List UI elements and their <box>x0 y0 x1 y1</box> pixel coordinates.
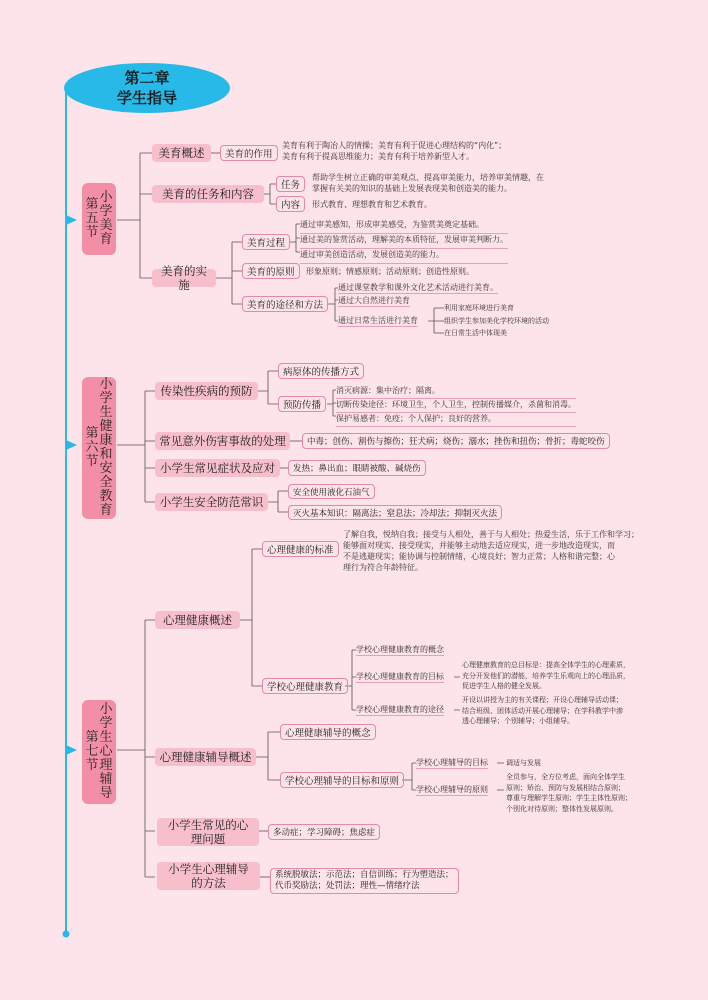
section-5-label[interactable] <box>82 183 116 255</box>
text-line: 系统脱敏法；示范法；自信训练；行为塑造法； <box>275 870 454 880</box>
section-6-title: 小学生健康和安全教育 <box>99 377 113 518</box>
xx-mubiao: 学校心理辅导的目标 <box>416 758 488 767</box>
biaozhun-text <box>343 529 639 573</box>
node-meiyu-yuanze[interactable]: 美育的原则 <box>242 263 300 279</box>
node-shanghai[interactable]: 常见意外伤害事故的处理 <box>155 432 290 450</box>
xinli-mubiao: 学校心理健康教育的目标 <box>356 672 444 681</box>
text-line: 尊重与理解学生原则；学生主体性原则； <box>506 794 632 802</box>
section-arrow-5 <box>66 215 77 225</box>
tujing-item: 通过日常生活进行美育 <box>338 316 418 325</box>
node-yufang[interactable]: 预防传播 <box>278 396 326 412</box>
xinli-tujing: 学校心理健康教育的途径 <box>356 705 444 714</box>
yufang-item: 保护易感者：免疫；个人保护；良好的营养。 <box>336 413 576 427</box>
guocheng-item: 通过美的鉴赏活动，理解美的本质特征，发展审美判断力。 <box>300 234 508 249</box>
text-line: 美育有利于提高思维能力；美育有利于培养新型人才。 <box>282 152 474 161</box>
anquan-item-1[interactable]: 安全使用液化石油气 <box>288 484 375 499</box>
text-line: 理行为符合年龄特征。 <box>343 563 423 572</box>
node-fudao-gainian[interactable]: 心理健康辅导的概念 <box>280 724 376 740</box>
node-bingyuan[interactable]: 病原体的传播方式 <box>278 363 364 379</box>
node-fudao-mubiao[interactable]: 学校心理辅导的目标和原则 <box>280 772 404 788</box>
section-5-title: 小学美育 <box>99 190 113 247</box>
node-fudao-gaishu[interactable]: 心理健康辅导概述 <box>155 748 256 766</box>
section-arrow-6 <box>66 440 77 450</box>
zhengzhuang-text[interactable]: 发热；鼻出血；眼睛被酸、碱烧伤 <box>288 460 426 476</box>
guocheng-item: 通过审美创造活动，发展创造美的能力。 <box>300 249 508 264</box>
yufang-item: 消灭病源：集中治疗；隔离。 <box>336 385 576 399</box>
fangfa-text[interactable] <box>270 868 459 894</box>
text-line: 代币奖励法；处罚法；理性—情绪疗法 <box>275 881 420 891</box>
section-6-number: 第六节 <box>85 426 99 469</box>
xx-yuanze-text <box>506 772 632 814</box>
guocheng-item: 通过审美感知，形成审美感受，为鉴赏美奠定基础。 <box>300 219 508 234</box>
text-line: 美育有利于陶冶人的情操；美育有利于促进心理结构的“内化”； <box>282 141 507 150</box>
text-line: 不是逃避现实；能协调与控制情绪，心境良好；智力正常；人格和谐完整；心 <box>343 552 615 561</box>
node-xinli-biaozhun[interactable]: 心理健康的标准 <box>262 541 339 557</box>
text-line: 掌握有关美的知识的基础上发展表现美和创造美的能力。 <box>312 184 512 193</box>
node-meiyu-guocheng[interactable]: 美育过程 <box>242 234 290 250</box>
section-arrow-7 <box>66 745 77 755</box>
richang-item: 利用家庭环境进行美育 <box>444 304 514 312</box>
section-7-title: 小学生心理辅导 <box>99 702 113 801</box>
mubiao-text <box>462 660 630 692</box>
section-7-number: 第七节 <box>85 730 99 773</box>
node-xinli-gaishu[interactable]: 心理健康概述 <box>155 611 240 629</box>
text-line: 结合班级、团体活动开展心理辅导；在学科教学中渗 <box>462 706 623 715</box>
shanghai-text[interactable]: 中毒；创伤、割伤与擦伤；狂犬病；烧伤；溺水；挫伤和扭伤；骨折；毒蛇咬伤 <box>302 433 610 449</box>
meiyu-zuoyong-text <box>282 140 506 162</box>
node-zhengzhuang[interactable]: 小学生常见症状及应对 <box>155 459 280 477</box>
node-neirong[interactable]: 内容 <box>276 196 305 212</box>
yufang-item: 切断传染途径：环境卫生，个人卫生，控制传播媒介，杀菌和消毒。 <box>336 399 576 413</box>
anquan-item-2[interactable]: 灭火基本知识：隔离法；窒息法；冷却法；抑制灭火法 <box>288 505 502 520</box>
xinli-gainian: 学校心理健康教育的概念 <box>356 645 444 654</box>
chapter-number: 第二章 <box>124 69 170 87</box>
node-meiyu-renwu[interactable]: 美育的任务和内容 <box>152 185 264 203</box>
tujing-text <box>462 695 623 727</box>
node-meiyu-zuoyong[interactable]: 美育的作用 <box>220 145 278 161</box>
guocheng-items <box>300 219 508 264</box>
chapter-title <box>64 63 230 113</box>
xx-yuanze: 学校心理辅导的原则 <box>416 785 488 794</box>
section-5-number: 第五节 <box>85 197 99 240</box>
node-xuexiao-xinli[interactable]: 学校心理健康教育 <box>262 678 348 694</box>
node-renwu[interactable]: 任务 <box>276 176 305 192</box>
node-meiyu-tujing[interactable]: 美育的途径和方法 <box>242 296 328 312</box>
spine-end-dot <box>63 931 70 938</box>
text-line: 帮助学生树立正确的审美观点、提高审美能力，培养审美情趣，在 <box>312 173 544 182</box>
text-line: 透心理辅导；个别辅导；小组辅导。 <box>462 717 574 725</box>
text-line: 充分开发他们的潜能，培养学生乐观向上的心理品质， <box>462 671 630 680</box>
text-line: 个别化对待原则；整体性发展原则。 <box>506 804 618 813</box>
tujing-item: 通过大自然进行美育 <box>338 296 410 305</box>
node-meiyu-shishi[interactable]: 美育的实施 <box>152 269 216 287</box>
text-line: 能够面对现实、接受现实，并能够主动地去适应现实，进一步地改造现实，而 <box>343 541 615 550</box>
text-line: 心理健康教育的总目标是：提高全体学生的心理素质， <box>462 661 630 669</box>
yuanze-text: 形象原则；情感原则；活动原则；创造性原则。 <box>306 267 474 276</box>
node-meiyu-gaishu[interactable]: 美育概述 <box>152 144 211 162</box>
node-fangfa[interactable]: 小学生心理辅导的方法 <box>157 862 260 890</box>
text-line: 原则；矫治、预防与发展相结合原则； <box>506 783 625 792</box>
text-line: 了解自我，悦纳自我；接受与人相处，善于与人相处；热爱生活，乐于工作和学习； <box>343 530 639 539</box>
neirong-text: 形式教育、理想教育和艺术教育。 <box>312 200 432 209</box>
tujing-item: 通过课堂教学和课外文化艺术活动进行美育。 <box>338 283 498 292</box>
renwu-text <box>312 172 544 194</box>
richang-item: 在日常生活中体现美 <box>444 329 507 337</box>
node-chuanran[interactable]: 传染性疾病的预防 <box>155 382 258 400</box>
node-changjian[interactable]: 小学生常见的心理问题 <box>157 818 259 846</box>
node-anquan[interactable]: 小学生安全防范常识 <box>155 493 268 511</box>
text-line: 促进学生人格的健全发展。 <box>462 682 546 690</box>
richang-item: 组织学生参加美化学校环境的活动 <box>444 317 549 325</box>
text-line: 全员参与，全方位考虑，面向全体学生 <box>506 773 625 781</box>
text-line: 开设以讲授为主的有关课程；开设心理辅导活动课； <box>462 696 623 704</box>
changjian-text[interactable]: 多动症；学习障碍；焦虑症 <box>268 824 380 840</box>
section-6-label[interactable] <box>82 377 116 519</box>
xx-mubiao-text: 调适与发展 <box>506 759 541 767</box>
section-7-label[interactable] <box>82 700 116 804</box>
chapter-name: 学生指导 <box>116 89 177 107</box>
yufang-items <box>336 385 576 427</box>
